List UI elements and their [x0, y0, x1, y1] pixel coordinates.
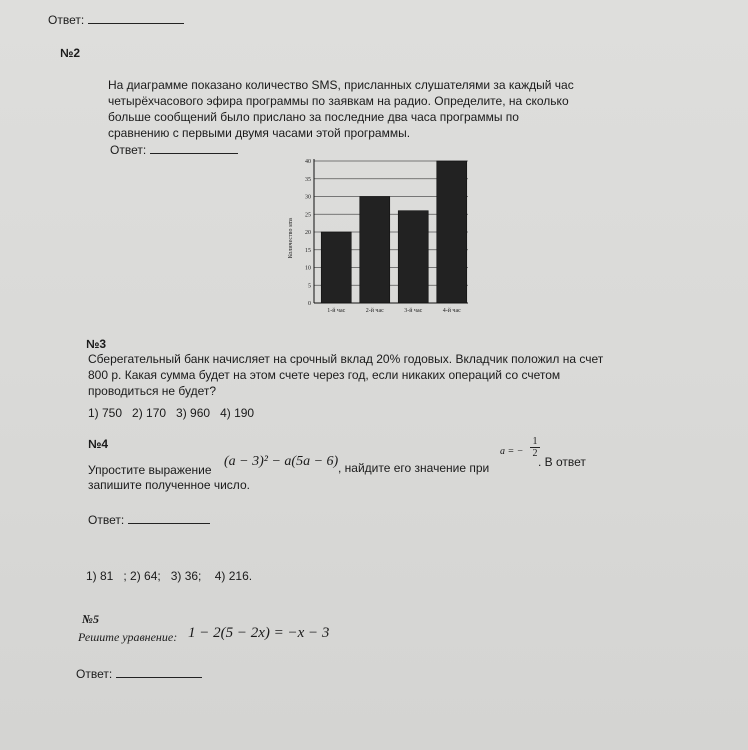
task2-number: №2 — [60, 46, 81, 60]
top-answer-blank[interactable] — [88, 23, 184, 24]
task4-fraction-numerator: 1 — [530, 436, 540, 448]
chart-y-tick-label: 30 — [305, 194, 311, 201]
chart-y-tick-label: 0 — [308, 301, 311, 307]
task4-line-2: запишите полученное число. — [88, 478, 250, 492]
task5-answer-label: Ответ: — [76, 667, 113, 681]
task4-number: №4 — [88, 437, 109, 451]
task2-answer — [110, 142, 238, 158]
task2-line-3: больше сообщений было прислано за последние два часа программы по — [108, 110, 519, 124]
task4-text-after: . В ответ — [538, 455, 586, 469]
task5-number: №5 — [82, 612, 99, 626]
task3-line-3: проводиться не будет? — [88, 384, 217, 398]
top-answer — [48, 12, 184, 28]
chart-y-tick-label: 10 — [305, 265, 311, 272]
task3-line-1: Сберегательный банк начисляет на срочный вклад 20% годовых. Вкладчик положил на счет — [88, 352, 604, 366]
task2-line-1: На диаграмме показано количество SMS, присланных слушателями за каждый час — [108, 78, 574, 92]
chart-x-tick-label: 4-й час — [442, 308, 461, 314]
chart-bar — [437, 161, 467, 303]
chart-y-tick-label: 15 — [305, 247, 311, 254]
task4-text-before: Упростите выражение — [88, 463, 212, 477]
chart-bar — [398, 211, 428, 303]
task4-answer-label: Ответ: — [88, 513, 125, 527]
top-answer-label: Ответ: — [48, 13, 85, 27]
task4-options: 1) 81 ; 2) 64; 3) 36; 4) 216. — [86, 569, 253, 583]
task2-line-2: четырёхчасового эфира программы по заявкам на радио. Определите, на сколько — [108, 94, 569, 108]
task2-answer-label: Ответ: — [110, 143, 147, 157]
chart-y-tick-label: 40 — [305, 159, 311, 165]
chart-y-tick-label: 25 — [305, 212, 311, 219]
chart-x-ticks — [327, 307, 461, 314]
task2-line-4: сравнению с первыми двумя часами этой программы. — [108, 126, 411, 140]
task5-answer — [76, 666, 202, 682]
task4-a-equals: a = − — [500, 446, 524, 457]
task3-options: 1) 750 2) 170 3) 960 4) 190 — [88, 406, 255, 420]
task5-text: Решите уравнение: — [78, 630, 178, 644]
sms-bar-chart — [278, 155, 478, 320]
chart-bar — [321, 232, 351, 303]
chart-y-tick-label: 35 — [305, 176, 311, 183]
chart-y-tick-label: 5 — [308, 283, 311, 290]
task5-equation: 1 − 2(5 − 2x) = −x − 3 — [188, 625, 330, 641]
task3-line-2: 800 р. Какая сумма будет на этом счете через год, если никаких операций со счетом — [88, 368, 561, 382]
chart-y-ticks — [305, 159, 311, 307]
task2-answer-blank[interactable] — [150, 153, 238, 154]
chart-x-tick-label: 2-й час — [365, 308, 384, 314]
task4-text-middle: , найдите его значение при — [338, 461, 490, 475]
task4-expression: (a − 3)² − a(5a − 6) — [224, 454, 339, 469]
chart-y-tick-label: 20 — [305, 230, 311, 236]
chart-bar — [360, 197, 390, 304]
chart-y-axis-label: Количество sms — [288, 217, 294, 259]
task5-answer-blank[interactable] — [116, 677, 202, 678]
task3-number: №3 — [86, 337, 107, 351]
task4-answer-blank[interactable] — [128, 523, 210, 524]
chart-x-tick-label: 3-й час — [404, 308, 423, 314]
task4-answer — [88, 512, 210, 528]
task4-fraction-denominator: 2 — [532, 448, 538, 459]
chart-x-tick-label: 1-й час — [327, 308, 346, 314]
